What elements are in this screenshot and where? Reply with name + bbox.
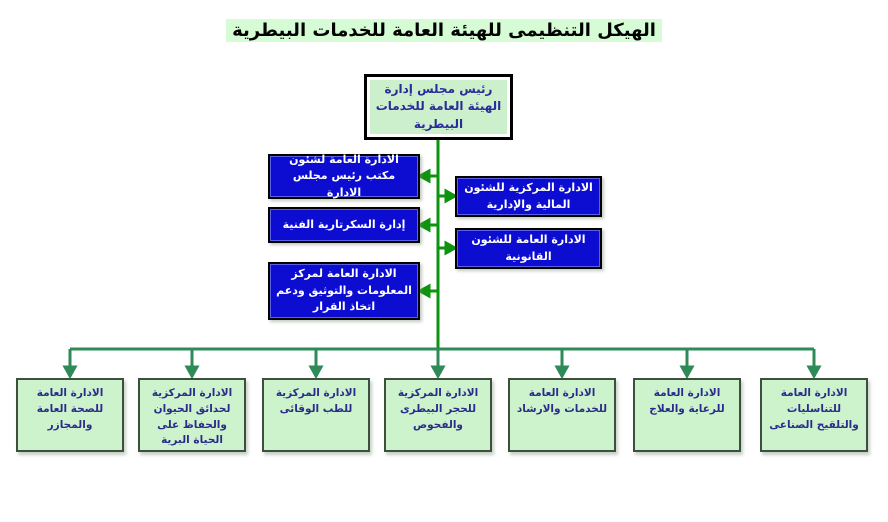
box-reproduction-artificial-insemination-label: الادارة العامة للتناسليات والتلقيح الصناعى — [769, 387, 859, 431]
box-preventive-medicine — [262, 378, 370, 452]
box-zoos-wildlife — [138, 378, 246, 452]
box-veterinary-quarantine-label: الادارة المركزية للحجر البيطرى والفحوص — [397, 387, 479, 431]
chart-title — [0, 20, 888, 41]
box-financial-admin-affairs-label: الادارة المركزية للشئون المالية والإدارية — [464, 181, 593, 211]
chart-title-text: الهيكل التنظيمى للهيئة العامة للخدمات البيطرية — [226, 19, 662, 42]
box-services-extension-label: الادارة العامة للخدمات والارشاد — [516, 387, 608, 415]
box-preventive-medicine-label: الادارة المركزية للطب الوقائى — [275, 387, 357, 415]
box-care-treatment — [633, 378, 741, 452]
box-chairman-office-affairs — [268, 154, 420, 199]
box-zoos-wildlife-label: الادارة المركزية لحدائق الحيوان والحفاظ على الحياة البرية — [151, 387, 233, 447]
box-legal-affairs-label: الادارة العامة للشئون القانونية — [471, 233, 586, 263]
box-public-health-slaughterhouses — [16, 378, 124, 452]
box-information-center — [268, 262, 420, 320]
box-chairman-office-affairs-label: الادارة العامة لشئون مكتب رئيس مجلس الادارة — [289, 152, 399, 199]
box-technical-secretariat-label: إدارة السكرتارية الفنية — [282, 217, 406, 231]
box-legal-affairs — [455, 228, 602, 269]
box-veterinary-quarantine — [384, 378, 492, 452]
box-information-center-label: الادارة العامة لمركز المعلومات والتوثيق ودعم اتخاذ القرار — [276, 267, 412, 314]
box-reproduction-artificial-insemination — [760, 378, 868, 452]
box-chairman-label: رئيس مجلس إدارة الهيئة العامة للخدمات البيطرية — [370, 80, 507, 134]
box-care-treatment-label: الادارة العامة للرعاية والعلاج — [649, 387, 725, 415]
box-financial-admin-affairs — [455, 176, 602, 217]
box-public-health-slaughterhouses-label: الادارة العامة للصحة العامة والمجازر — [36, 387, 104, 431]
box-services-extension — [508, 378, 616, 452]
box-chairman — [364, 74, 513, 140]
box-technical-secretariat — [268, 207, 420, 243]
